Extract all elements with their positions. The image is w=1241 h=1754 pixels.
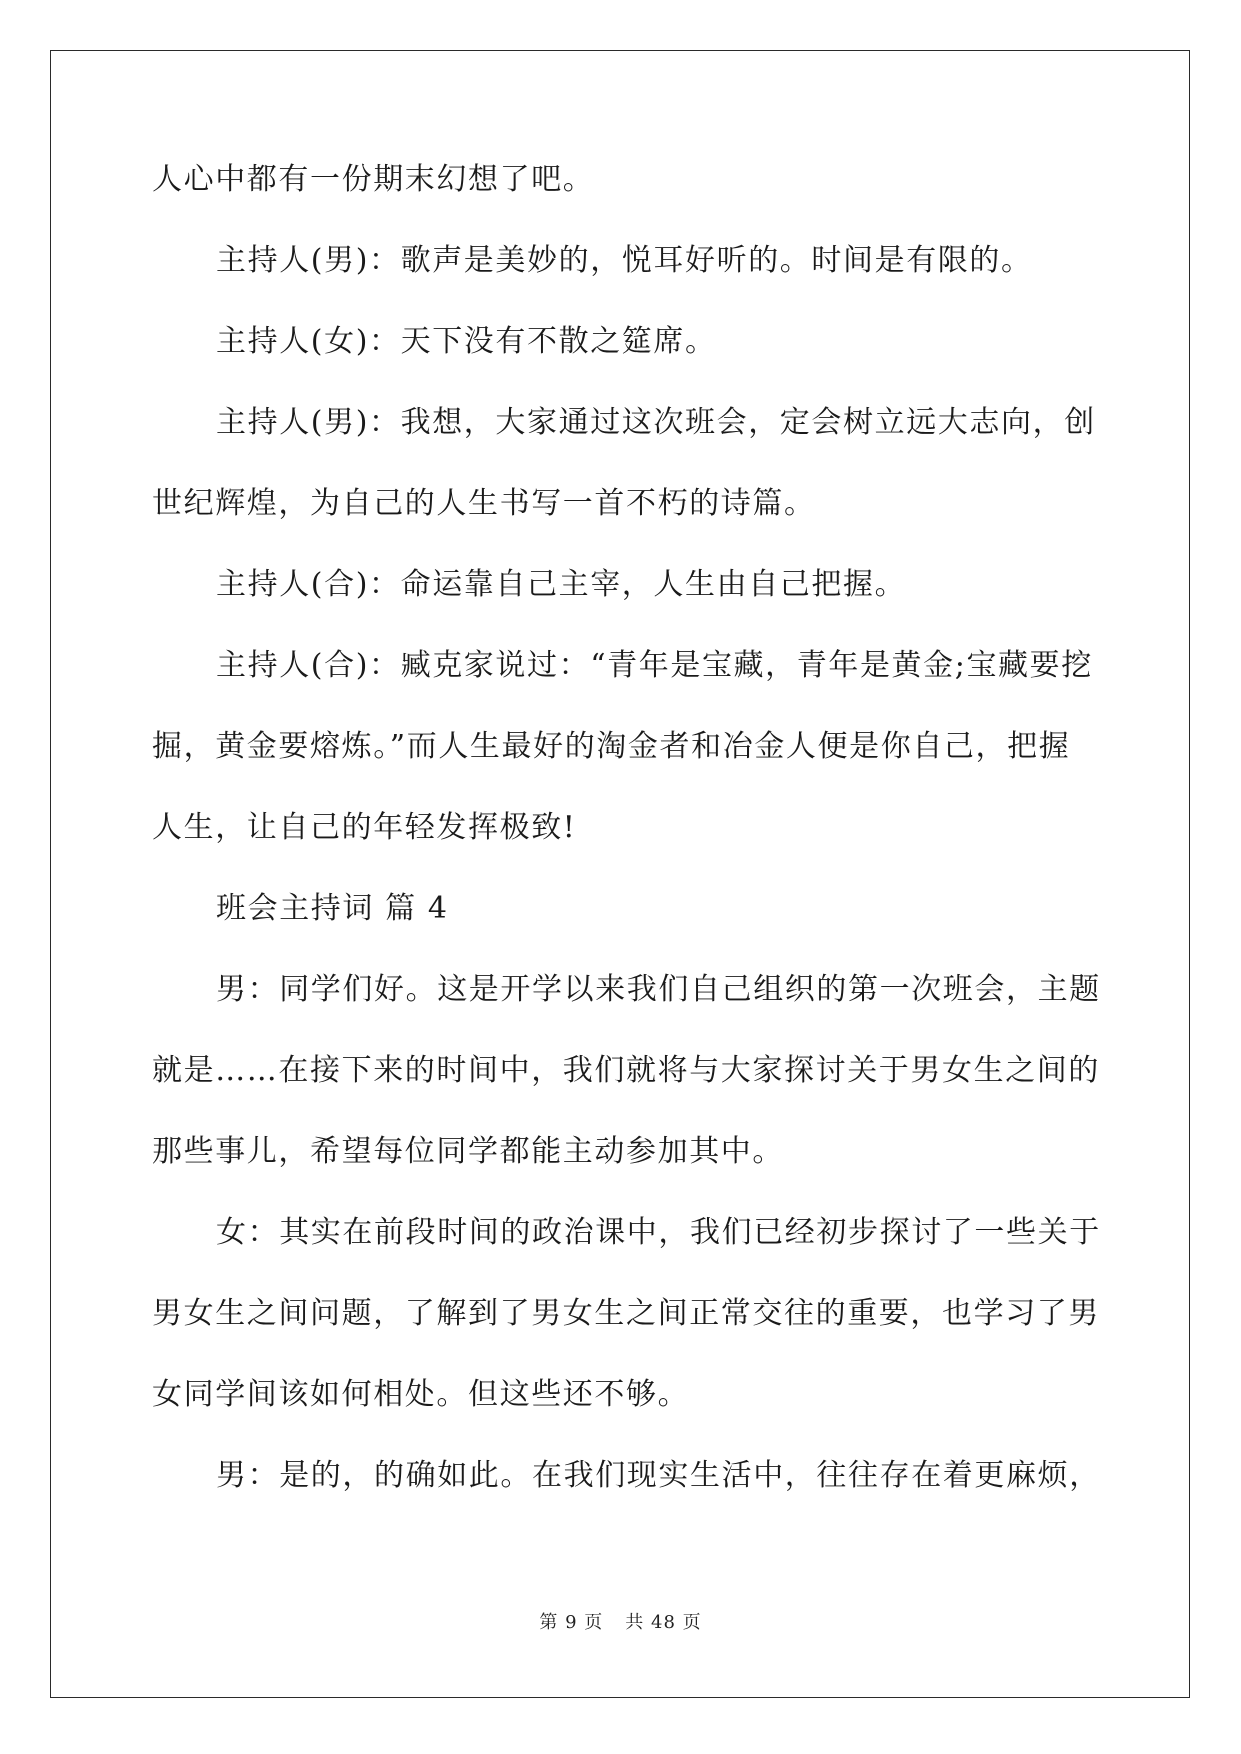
text-line: 那些事儿，希望每位同学都能主动参加其中。 (152, 1134, 784, 1169)
text-line: 女：其实在前段时间的政治课中，我们已经初步探讨了一些关于 (216, 1215, 1101, 1250)
section-heading: 班会主持词 篇 4 (216, 891, 449, 926)
text-line: 就是……在接下来的时间中，我们就将与大家探讨关于男女生之间的 (152, 1053, 1100, 1088)
text-line: 世纪辉煌，为自己的人生书写一首不朽的诗篇。 (152, 486, 816, 521)
text-line: 掘，黄金要熔炼。”而人生最好的淘金者和冶金人便是你自己，把握 (152, 729, 1071, 764)
page-number: 第 9 页 (539, 1612, 604, 1633)
text-line: 主持人(合)：命运靠自己主宰，人生由自己把握。 (216, 567, 907, 602)
page-footer (0, 1608, 1241, 1634)
text-line: 人心中都有一份期末幻想了吧。 (152, 162, 595, 197)
text-line: 男：是的，的确如此。在我们现实生活中，往往存在着更麻烦， (216, 1458, 1101, 1493)
text-line: 主持人(合)：臧克家说过：“青年是宝藏，青年是黄金;宝藏要挖 (216, 648, 1093, 683)
text-line: 男：同学们好。这是开学以来我们自己组织的第一次班会，主题 (216, 972, 1101, 1007)
text-line: 主持人(男)：歌声是美妙的，悦耳好听的。时间是有限的。 (216, 243, 1033, 278)
page-total: 共 48 页 (625, 1612, 702, 1633)
text-line: 主持人(男)：我想，大家通过这次班会，定会树立远大志向，创 (216, 405, 1096, 440)
text-line: 人生，让自己的年轻发挥极致! (152, 810, 577, 845)
document-body (152, 162, 1101, 1539)
text-line: 女同学间该如何相处。但这些还不够。 (152, 1377, 690, 1412)
text-line: 主持人(女)：天下没有不散之筵席。 (216, 324, 717, 359)
text-line: 男女生之间问题，了解到了男女生之间正常交往的重要，也学习了男 (152, 1296, 1100, 1331)
